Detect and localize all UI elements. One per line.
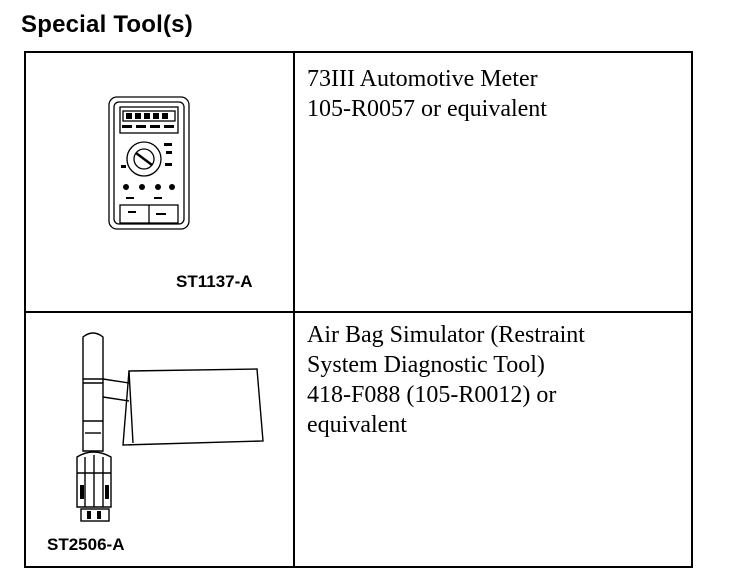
tool-code-label: ST1137-A bbox=[176, 272, 253, 291]
tool-description-line: 418-F088 (105-R0012) or bbox=[307, 382, 557, 408]
page-title: Special Tool(s) bbox=[21, 11, 193, 38]
tool-description-line: 105-R0057 or equivalent bbox=[307, 96, 547, 122]
tool-description-line: equivalent bbox=[307, 412, 407, 438]
tool-description bbox=[307, 320, 585, 440]
tool-description bbox=[307, 64, 547, 124]
multimeter-illustration bbox=[106, 93, 196, 233]
special-tools-table bbox=[24, 51, 693, 568]
tool-code-label: ST2506-A bbox=[47, 535, 125, 554]
tool-description-line: System Diagnostic Tool) bbox=[307, 352, 545, 378]
air-bag-simulator-illustration bbox=[71, 323, 271, 523]
tool-description-line: 73III Automotive Meter bbox=[307, 66, 538, 92]
column-divider bbox=[293, 53, 295, 566]
tool-description-line: Air Bag Simulator (Restraint bbox=[307, 322, 585, 348]
row-divider bbox=[26, 311, 691, 313]
